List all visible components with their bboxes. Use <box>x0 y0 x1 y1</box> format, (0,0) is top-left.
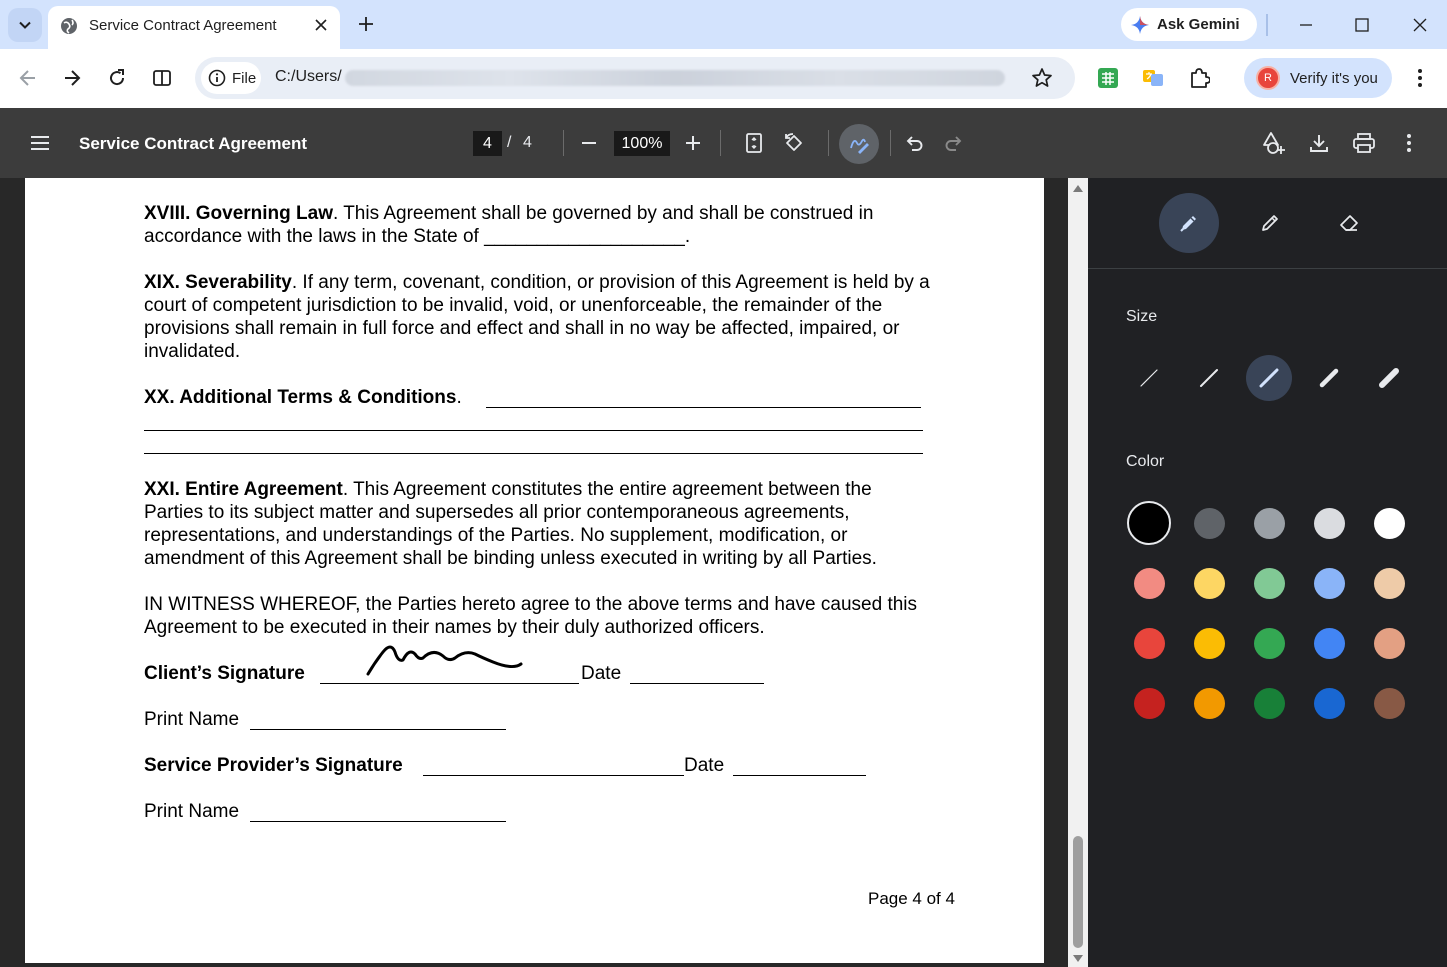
redo-button[interactable] <box>940 129 968 157</box>
witness-paragraph: IN WITNESS WHEREOF, the Parties hereto agree to the above terms and have caused this Agreement to be executed in their names by their duly authorized officers. <box>144 594 918 638</box>
chevron-down-icon <box>18 18 32 32</box>
minimize-button[interactable] <box>1291 10 1321 40</box>
pen-tool-button[interactable] <box>1159 193 1219 253</box>
arrow-right-icon <box>62 68 82 88</box>
site-info-chip[interactable] <box>201 62 261 94</box>
section-text: . If any term, covenant, condition, or provision of this Agreement is held by a court of competent jurisdiction to be invalid, void, or unenforceable, the remainder of the provisions shall remain in full force and effect and shall in no way be affected, impaired, or invalidated. <box>144 272 930 362</box>
signature-pen-icon <box>848 133 870 155</box>
download-button[interactable] <box>1305 129 1333 157</box>
redacted-path <box>345 70 1005 86</box>
client-signature-field[interactable] <box>320 683 579 684</box>
shapes-add-icon <box>1262 131 1286 155</box>
gemini-sparkle-icon <box>1131 16 1149 34</box>
size-option-1[interactable] <box>1126 355 1172 401</box>
verify-label: Verify it's you <box>1290 69 1378 87</box>
color-swatch[interactable] <box>1314 568 1345 599</box>
highlighter-icon <box>1259 212 1281 234</box>
tab-close-button[interactable] <box>310 14 332 36</box>
provider-date-label: Date <box>684 755 725 776</box>
page-number-input[interactable]: 4 <box>473 131 502 156</box>
section-heading: XIX. Severability <box>144 272 292 293</box>
tab-title: Service Contract Agreement <box>89 17 277 34</box>
color-swatch[interactable] <box>1254 688 1285 719</box>
toolbar-divider <box>720 130 721 156</box>
total-pages: 4 <box>523 134 532 151</box>
stroke-heavy-icon <box>1377 366 1401 390</box>
rotate-button[interactable] <box>780 129 808 157</box>
scheme-label: File <box>232 69 257 87</box>
toolbar-divider <box>563 130 564 156</box>
pdf-title: Service Contract Agreement <box>79 134 308 153</box>
fit-to-page-icon <box>745 133 763 153</box>
back-button[interactable] <box>13 63 43 93</box>
info-icon <box>208 69 226 87</box>
download-icon <box>1309 133 1329 153</box>
tabstrip-divider <box>1266 14 1268 36</box>
color-swatch[interactable] <box>1194 568 1225 599</box>
client-print-name-label: Print Name <box>144 709 240 730</box>
size-option-4[interactable] <box>1306 355 1352 401</box>
annotation-panel <box>1088 178 1447 967</box>
tab-strip <box>0 0 1447 49</box>
sheets-extension-button[interactable] <box>1093 63 1123 93</box>
client-signature-label <box>144 662 305 685</box>
highlighter-tool-button[interactable] <box>1240 193 1300 253</box>
color-swatch[interactable] <box>1127 501 1171 545</box>
hamburger-menu-icon[interactable] <box>28 131 52 155</box>
active-tab[interactable] <box>48 6 340 49</box>
pdf-page <box>25 178 1044 963</box>
maximize-button[interactable] <box>1347 10 1377 40</box>
url-text: C:/Users/ <box>275 68 342 85</box>
close-icon <box>315 19 327 31</box>
blank-line <box>144 430 923 431</box>
client-date-field[interactable] <box>630 683 764 684</box>
stroke-thin-icon <box>1137 366 1161 390</box>
section-heading: XX. Additional Terms & Conditions <box>144 387 457 408</box>
new-tab-button[interactable] <box>352 10 380 38</box>
color-swatch[interactable] <box>1194 508 1225 539</box>
stroke-bold-icon <box>1317 366 1341 390</box>
window-close-button[interactable] <box>1405 10 1435 40</box>
pdf-viewer <box>0 178 1088 967</box>
provider-print-name-field[interactable] <box>250 821 506 822</box>
more-vert-icon <box>1417 68 1423 88</box>
avatar-initial: R <box>1264 72 1272 84</box>
zoom-in-button[interactable] <box>679 129 707 157</box>
globe-icon <box>60 17 78 35</box>
more-vert-icon <box>1406 133 1412 153</box>
arrow-left-icon <box>18 68 38 88</box>
profile-verify-button[interactable] <box>1244 58 1392 98</box>
blank-line <box>486 407 921 408</box>
tab-search-button[interactable] <box>8 8 42 42</box>
size-option-5[interactable] <box>1366 355 1412 401</box>
provider-signature-label-text: Service Provider’s Signature <box>144 755 403 776</box>
forward-button[interactable] <box>57 63 87 93</box>
maximize-icon <box>1355 18 1369 32</box>
undo-button[interactable] <box>900 129 928 157</box>
print-icon <box>1353 133 1375 153</box>
browser-menu-button[interactable] <box>1405 63 1435 93</box>
color-swatch[interactable] <box>1314 688 1345 719</box>
color-swatch[interactable] <box>1254 508 1285 539</box>
provider-date-field[interactable] <box>733 775 866 776</box>
provider-signature-field[interactable] <box>423 775 684 776</box>
address-bar[interactable] <box>195 57 1075 99</box>
translate-extension-button[interactable] <box>1138 63 1168 93</box>
avatar <box>1256 66 1280 90</box>
translate-icon <box>1142 67 1164 89</box>
section-text: . <box>456 387 462 408</box>
puzzle-icon <box>1188 67 1210 89</box>
provider-signature-label <box>144 754 403 777</box>
section-heading: XVIII. Governing Law <box>144 203 333 224</box>
color-swatch[interactable] <box>1134 688 1165 719</box>
pen-icon <box>1178 212 1200 234</box>
client-signature-label-text: Client’s Signature <box>144 663 305 684</box>
eraser-icon <box>1338 212 1360 234</box>
handwritten-signature <box>363 638 523 680</box>
color-swatch[interactable] <box>1374 628 1405 659</box>
extensions-button[interactable] <box>1184 63 1214 93</box>
color-swatch[interactable] <box>1314 628 1345 659</box>
color-label: Color <box>1126 453 1165 470</box>
size-option-3[interactable] <box>1246 355 1292 401</box>
color-swatch[interactable] <box>1194 628 1225 659</box>
navigation-bar <box>0 49 1447 108</box>
sheets-icon <box>1097 67 1119 89</box>
stroke-light-icon <box>1197 366 1221 390</box>
split-view-button[interactable] <box>147 63 177 93</box>
tool-selector <box>1088 178 1447 269</box>
plus-icon <box>685 135 701 151</box>
split-view-icon <box>152 68 172 88</box>
section-text: . This Agreement shall be governed by and shall be construed in accordance with the laws in the State of ___________________. <box>144 203 874 247</box>
minus-icon <box>581 135 597 151</box>
color-swatch[interactable] <box>1134 568 1165 599</box>
section-additional-terms <box>144 386 934 409</box>
page-separator: / <box>507 134 512 151</box>
pdf-toolbar <box>0 108 1447 178</box>
undo-icon <box>904 133 924 153</box>
color-swatch[interactable] <box>1254 568 1285 599</box>
plus-icon <box>358 16 374 32</box>
scroll-up-icon[interactable] <box>1072 183 1084 193</box>
viewer-scrollbar[interactable] <box>1068 178 1088 967</box>
color-swatch[interactable] <box>1254 628 1285 659</box>
section-text: . This Agreement constitutes the entire agreement between the Parties to its subject matter and supersedes all prior contemporaneous agreements, representations, and understandings of the Parties. No supplement, modification, or amendment of this Agreement shall be binding unless executed in writing by all Parties. <box>144 479 877 569</box>
section-severability <box>144 271 934 363</box>
color-swatch[interactable] <box>1314 508 1345 539</box>
section-entire-agreement <box>144 478 934 570</box>
ask-gemini-label: Ask Gemini <box>1157 16 1240 33</box>
toolbar-divider <box>890 130 891 156</box>
scrollbar-thumb[interactable] <box>1073 836 1083 948</box>
client-date-label: Date <box>581 663 622 684</box>
print-button[interactable] <box>1350 129 1378 157</box>
provider-print-name-label: Print Name <box>144 801 240 822</box>
stroke-medium-icon <box>1257 366 1281 390</box>
color-swatch[interactable] <box>1374 688 1405 719</box>
page-footer: Page 4 of 4 <box>868 889 955 908</box>
scroll-down-icon[interactable] <box>1072 954 1084 964</box>
redo-icon <box>944 133 964 153</box>
close-icon <box>1413 18 1427 32</box>
add-shape-button[interactable] <box>1260 129 1288 157</box>
annotation-mode-button[interactable] <box>839 124 879 164</box>
zoom-out-button[interactable] <box>575 129 603 157</box>
color-swatch[interactable] <box>1134 628 1165 659</box>
blank-line <box>144 453 923 454</box>
zoom-input[interactable]: 100% <box>614 131 670 156</box>
section-heading: XXI. Entire Agreement <box>144 479 343 500</box>
client-print-name-field[interactable] <box>250 729 506 730</box>
color-swatch[interactable] <box>1194 688 1225 719</box>
ask-gemini-button[interactable] <box>1121 8 1257 41</box>
color-swatch[interactable] <box>1374 508 1405 539</box>
toolbar-divider <box>828 130 829 156</box>
fit-page-button[interactable] <box>740 129 768 157</box>
pdf-more-button[interactable] <box>1395 129 1423 157</box>
rotate-icon <box>783 132 805 154</box>
section-governing-law <box>144 202 934 248</box>
size-option-2[interactable] <box>1186 355 1232 401</box>
size-label: Size <box>1126 308 1158 325</box>
eraser-tool-button[interactable] <box>1319 193 1379 253</box>
minimize-icon <box>1299 18 1313 32</box>
color-swatch[interactable] <box>1374 568 1405 599</box>
reload-button[interactable] <box>102 63 132 93</box>
bookmark-star-icon[interactable] <box>1031 67 1053 89</box>
reload-icon <box>107 68 127 88</box>
